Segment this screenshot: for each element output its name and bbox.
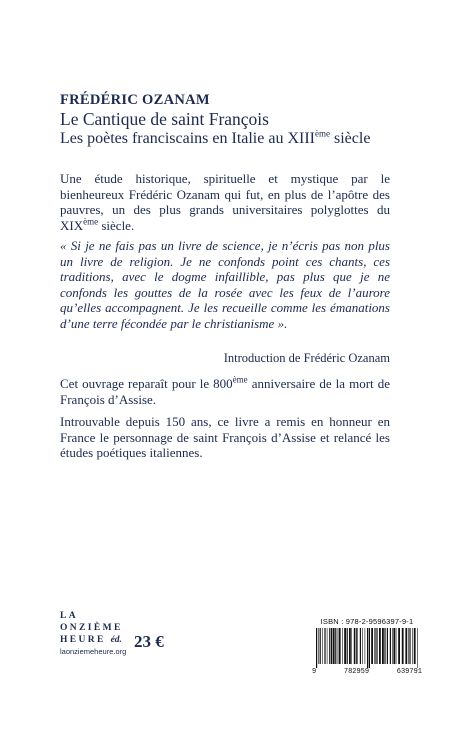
barcode-bar (408, 628, 409, 664)
barcode-bar (379, 628, 381, 664)
anniversary-paragraph: Cet ouvrage reparaît pour le 800ème anniversaire de la mort de François d’Assise. (60, 374, 391, 407)
barcode-bar (365, 628, 366, 664)
barcode-bar (367, 628, 368, 668)
barcode-bar (371, 628, 373, 664)
publisher-line-1: LA (60, 611, 78, 621)
barcode-bar (331, 628, 332, 664)
publisher-url: laonziemeheure.org (60, 647, 127, 656)
barcode-bar (398, 628, 400, 664)
barcode-digits: 9 782959 639791 (312, 668, 422, 676)
barcode-bar (393, 628, 395, 664)
barcode-bar (412, 628, 413, 664)
barcode-bar (377, 628, 378, 664)
quote-attribution: Introduction de Frédéric Ozanam (223, 351, 390, 365)
barcode-bar (390, 628, 391, 664)
barcode-bar (327, 628, 328, 664)
title-line-1: Le Cantique de saint François (60, 109, 269, 129)
barcode (312, 628, 422, 668)
barcode-bar (316, 628, 317, 668)
barcode-bar (344, 628, 346, 664)
isbn-label: ISBN : 978-2-9596397-9-1 (320, 617, 414, 626)
barcode-bar (351, 628, 352, 664)
publisher-logo (60, 610, 126, 656)
barcode-bar (318, 628, 319, 664)
barcode-bar (374, 628, 375, 664)
barcode-bar (356, 628, 357, 664)
barcode-bar (375, 628, 376, 664)
description-paragraph: Une étude historique, spirituelle et mystique par le bienheureux Frédéric Ozanam qui fut, en plus de l’apôtre des pauvres, un des plus grands universitaires polyglottes du XIXème siècle. (60, 171, 390, 233)
history-paragraph: Introuvable depuis 150 ans, ce livre a remis en honneur en France le personnage de saint François d’Assise et relancé les études poétiques italiennes. (60, 414, 390, 461)
barcode-bar (410, 628, 411, 664)
barcode-bar (362, 628, 363, 664)
quote-paragraph: « Si je ne fais pas un livre de science, je n’écris pas non plus un livre de religion. Je ne confonds point ces chants, ces traditions, avec le dogme infaillible, pas plus que je ne confonds les gouttes de la rosée avec les feux de l’aurore qu’elles accompagnent. Je les recueille comme les émanations d’une terre fécondée par le christianisme ». (60, 238, 390, 331)
barcode-bar (387, 628, 388, 664)
barcode-bar (322, 628, 323, 664)
publisher-line-3: HEURE éd. (60, 635, 122, 645)
barcode-bar (402, 628, 404, 664)
barcode-bar (396, 628, 397, 664)
barcode-bar (324, 628, 325, 664)
price: 23 € (134, 632, 164, 651)
barcode-bar (369, 628, 370, 668)
barcode-bar (392, 628, 393, 664)
publisher-line-2: ONZIÈME (60, 623, 123, 633)
barcode-bar (339, 628, 341, 664)
book-title (60, 110, 390, 148)
barcode-bar (405, 628, 407, 664)
title-line-2: Les poètes franciscains en Italie au XIIIème siècle (60, 128, 371, 147)
barcode-bar (347, 628, 348, 664)
barcode-bar (338, 628, 339, 664)
barcode-bar (349, 628, 351, 664)
barcode-bar (333, 628, 335, 664)
author-name: FRÉDÉRIC OZANAM (60, 92, 210, 108)
barcode-bar (329, 628, 330, 664)
barcode-bar (354, 628, 355, 664)
barcode-bar (320, 628, 321, 664)
barcode-bar (414, 628, 416, 664)
barcode-bar (384, 628, 385, 664)
barcode-bar (360, 628, 361, 664)
barcode-bar (382, 628, 384, 664)
barcode-bar (342, 628, 343, 664)
barcode-bar (417, 628, 418, 668)
barcode-bar (335, 628, 336, 664)
barcode-bar (357, 628, 358, 664)
